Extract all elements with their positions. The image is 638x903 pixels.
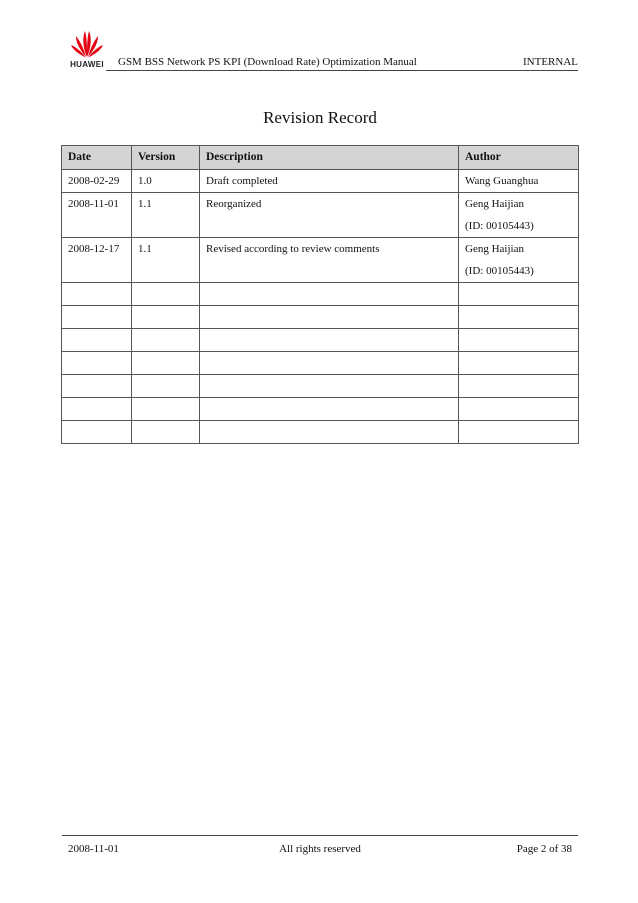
table-row [62, 193, 579, 238]
cell-description [200, 375, 459, 398]
footer-date: 2008-11-01 [68, 843, 119, 855]
cell-author [459, 398, 579, 421]
cell-date [62, 398, 132, 421]
column-header-author: Author [459, 146, 579, 170]
cell-author [459, 306, 579, 329]
page-header [62, 22, 578, 72]
cell-author [459, 238, 579, 283]
cell-author [459, 421, 579, 444]
header-divider [106, 70, 578, 71]
cell-date: 2008-11-01 [62, 193, 132, 238]
table-row [62, 238, 579, 283]
empty-rows [62, 283, 579, 444]
cell-date: 2008-02-29 [62, 170, 132, 193]
cell-date: 2008-12-17 [62, 238, 132, 283]
column-header-description: Description [200, 146, 459, 170]
footer-divider [62, 835, 578, 836]
cell-description: Reorganized [200, 193, 459, 238]
cell-date [62, 421, 132, 444]
cell-description [200, 329, 459, 352]
cell-description [200, 283, 459, 306]
empty-table-row [62, 352, 579, 375]
cell-description [200, 352, 459, 375]
empty-table-row [62, 283, 579, 306]
cell-description [200, 398, 459, 421]
cell-version [132, 421, 200, 444]
page-title: Revision Record [263, 108, 377, 127]
author-id: (ID: 00105443) [465, 220, 534, 232]
huawei-petals-icon [70, 28, 104, 58]
cell-author: Wang Guanghua [459, 170, 579, 193]
column-header-version: Version [132, 146, 200, 170]
cell-date [62, 329, 132, 352]
author-id: (ID: 00105443) [465, 265, 534, 277]
cell-version [132, 329, 200, 352]
empty-table-row [62, 375, 579, 398]
logo-text: HUAWEI [70, 60, 104, 69]
footer-rights: All rights reserved [279, 843, 361, 855]
cell-date [62, 306, 132, 329]
cell-version [132, 352, 200, 375]
cell-version: 1.1 [132, 238, 200, 283]
cell-version: 1.0 [132, 170, 200, 193]
cell-version: 1.1 [132, 193, 200, 238]
cell-author [459, 329, 579, 352]
empty-table-row [62, 421, 579, 444]
column-header-date: Date [62, 146, 132, 170]
cell-author [459, 352, 579, 375]
cell-author [459, 375, 579, 398]
cell-author [459, 283, 579, 306]
empty-table-row [62, 329, 579, 352]
cell-version [132, 375, 200, 398]
cell-description: Revised according to review comments [200, 238, 459, 283]
author-name: Geng Haijian [465, 243, 524, 255]
table-header-row [62, 146, 579, 170]
revision-table [61, 145, 579, 444]
cell-date [62, 375, 132, 398]
empty-table-row [62, 398, 579, 421]
footer-page-number: Page 2 of 38 [516, 843, 572, 855]
author-name: Geng Haijian [465, 198, 524, 210]
cell-description [200, 306, 459, 329]
cell-date [62, 283, 132, 306]
huawei-logo [62, 28, 112, 70]
cell-date [62, 352, 132, 375]
table-row [62, 170, 579, 193]
cell-version [132, 398, 200, 421]
cell-author [459, 193, 579, 238]
cell-description: Draft completed [200, 170, 459, 193]
classification-label: INTERNAL [523, 56, 578, 68]
empty-table-row [62, 306, 579, 329]
document-title: GSM BSS Network PS KPI (Download Rate) Optimization Manual [118, 56, 417, 68]
cell-version [132, 283, 200, 306]
cell-description [200, 421, 459, 444]
cell-version [132, 306, 200, 329]
